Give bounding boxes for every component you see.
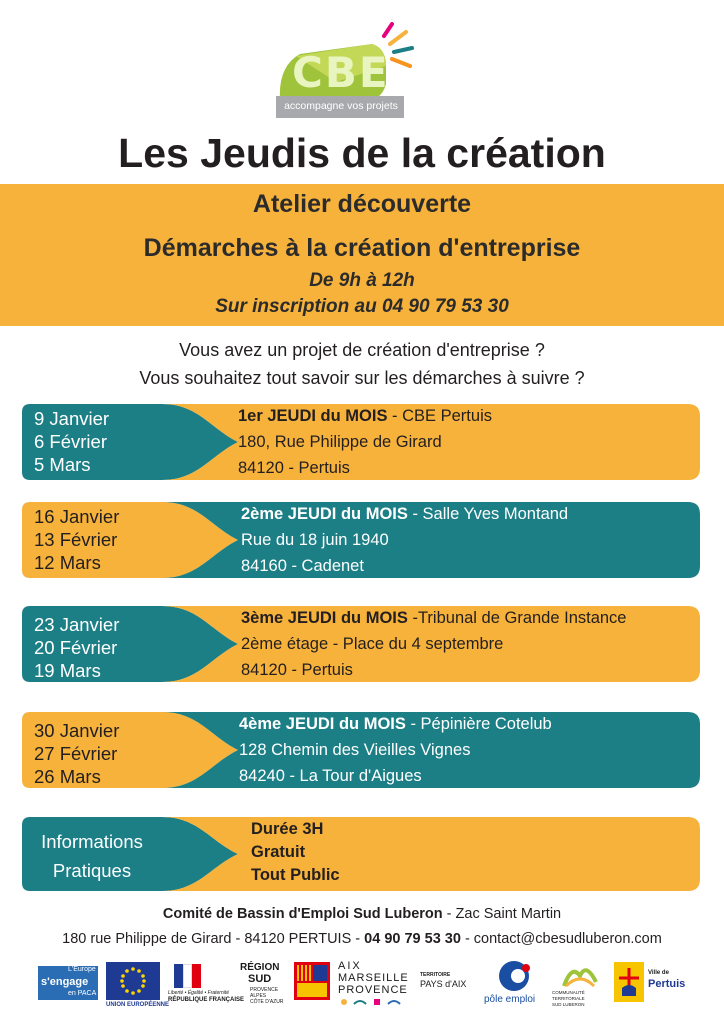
session-address: 180, Rue Philippe de Girard xyxy=(238,433,442,451)
date-february: 6 Février xyxy=(34,431,107,452)
europe-line3: en PACA xyxy=(68,990,97,997)
cc-line3: SUD LUBERON xyxy=(552,1002,585,1007)
organisation-name: Comité de Bassin d'Emploi Sud Luberon xyxy=(162,906,443,922)
footer-phone: 04 90 79 53 30 xyxy=(364,931,461,947)
region-line5: CÔTE D'AZUR xyxy=(250,999,284,1005)
session-postcode: 84120 - Pertuis xyxy=(238,459,350,477)
aix-line1: AIX xyxy=(338,960,362,972)
session-dates xyxy=(34,407,109,476)
pertuis-line2: Pertuis xyxy=(648,978,686,990)
intro-question-1: Vous avez un projet de création d'entreprise ? xyxy=(179,340,545,360)
logo-tagline: accompagne vos projets xyxy=(284,100,398,112)
pole-emploi-logo xyxy=(480,960,550,1012)
date-february: 20 Février xyxy=(34,637,118,658)
partner-logos xyxy=(30,960,700,1012)
session-1 xyxy=(22,402,700,482)
date-march: 12 Mars xyxy=(34,552,101,573)
banner-topic: Démarches à la création d'entreprise xyxy=(143,234,581,262)
date-february: 27 Février xyxy=(34,743,118,764)
pole-emploi-label: pôle emploi xyxy=(484,994,536,1005)
session-heading: 1er JEUDI du MOIS xyxy=(238,407,388,425)
session-postcode: 84240 - La Tour d'Aigues xyxy=(239,767,422,785)
pertuis-line1: Ville de xyxy=(648,970,669,976)
eu-flag-logo xyxy=(106,960,170,1012)
practical-label-line2: Pratiques xyxy=(52,860,132,881)
pays-line1: TERRITOIRE xyxy=(420,972,451,978)
date-january: 23 Janvier xyxy=(34,614,120,635)
duration: Durée 3H xyxy=(251,820,324,838)
footer-email: - contact@cbesudluberon.com xyxy=(460,931,662,947)
organisation-location: - Zac Saint Martin xyxy=(442,906,562,922)
cotelub-logo xyxy=(550,960,610,1012)
aix-marseille-provence-logo xyxy=(330,960,416,1012)
practical-label-line1: Informations xyxy=(41,831,143,852)
session-address: 128 Chemin des Vieilles Vignes xyxy=(239,741,471,759)
session-info xyxy=(239,711,552,789)
session-info xyxy=(238,403,492,481)
footer-contact xyxy=(0,931,724,947)
region-sud-logo xyxy=(240,960,332,1012)
region-line1: RÉGION xyxy=(240,962,280,973)
banner-registration: Sur inscription au 04 90 79 53 30 xyxy=(215,296,509,317)
practical-info xyxy=(22,815,700,893)
republique-francaise-logo xyxy=(168,960,245,1012)
europe-engage-logo xyxy=(38,960,98,1012)
date-march: 19 Mars xyxy=(34,660,101,681)
pays-line2: PAYS d'AIX xyxy=(420,979,467,989)
cc-line1: COMMUNAUTÉ xyxy=(552,990,585,995)
session-address: 2ème étage - Place du 4 septembre xyxy=(241,635,504,653)
session-dates xyxy=(34,505,119,574)
date-february: 13 Février xyxy=(34,529,118,550)
price: Gratuit xyxy=(251,843,306,861)
session-postcode: 84160 - Cadenet xyxy=(241,557,364,575)
date-january: 30 Janvier xyxy=(34,720,120,741)
pertuis-logo xyxy=(614,960,700,1012)
session-postcode: 84120 - Pertuis xyxy=(241,661,353,679)
region-line4: ALPES xyxy=(250,993,267,999)
banner-hours: De 9h à 12h xyxy=(309,270,415,291)
footer-address: 180 rue Philippe de Girard - 84120 PERTUIS - xyxy=(62,931,365,947)
aix-line2: MARSEILLE xyxy=(338,972,409,984)
session-4 xyxy=(22,710,700,790)
session-heading: 2ème JEUDI du MOIS xyxy=(241,505,408,523)
aix-line3: PROVENCE xyxy=(338,984,408,996)
session-place: - Salle Yves Montand xyxy=(407,505,569,523)
republique-motto: Liberté • Égalité • Fraternité xyxy=(168,990,230,996)
session-info xyxy=(241,605,626,683)
date-january: 16 Janvier xyxy=(34,506,120,527)
practical-label xyxy=(22,827,162,885)
footer-organisation xyxy=(0,906,724,922)
session-place: - CBE Pertuis xyxy=(387,407,492,425)
session-address: Rue du 18 juin 1940 xyxy=(241,531,389,549)
page-title: Les Jeudis de la création xyxy=(118,130,606,176)
eu-label: UNION EUROPÉENNE xyxy=(106,1002,170,1008)
region-line3: PROVENCE xyxy=(250,987,279,993)
logo-brand: CBE xyxy=(292,48,390,97)
session-heading: 4ème JEUDI du MOIS xyxy=(239,715,406,733)
session-info xyxy=(241,501,568,579)
session-dates xyxy=(34,719,119,788)
date-march: 5 Mars xyxy=(34,454,91,475)
date-january: 9 Janvier xyxy=(34,408,110,429)
event-banner xyxy=(0,184,724,326)
session-2 xyxy=(22,500,700,580)
session-3 xyxy=(22,604,700,684)
session-heading: 3ème JEUDI du MOIS xyxy=(241,609,408,627)
audience: Tout Public xyxy=(251,866,340,884)
session-place: -Tribunal de Grande Instance xyxy=(407,609,627,627)
banner-workshop: Atelier découverte xyxy=(252,190,472,218)
cbe-logo xyxy=(276,22,416,122)
europe-line2: s'engage xyxy=(41,976,89,988)
cc-line2: TERRITORIALE xyxy=(552,996,585,1001)
europe-line1: L'Europe xyxy=(68,966,96,973)
republique-name: RÉPUBLIQUE FRANÇAISE xyxy=(168,997,245,1003)
session-place: - Pépinière Cotelub xyxy=(405,715,552,733)
session-dates xyxy=(34,613,119,682)
pays-aix-logo xyxy=(420,960,470,1012)
date-march: 26 Mars xyxy=(34,766,101,787)
intro-question-2: Vous souhaitez tout savoir sur les démarches à suivre ? xyxy=(139,368,585,388)
region-line2: SUD xyxy=(248,973,272,985)
practical-items xyxy=(251,818,340,887)
